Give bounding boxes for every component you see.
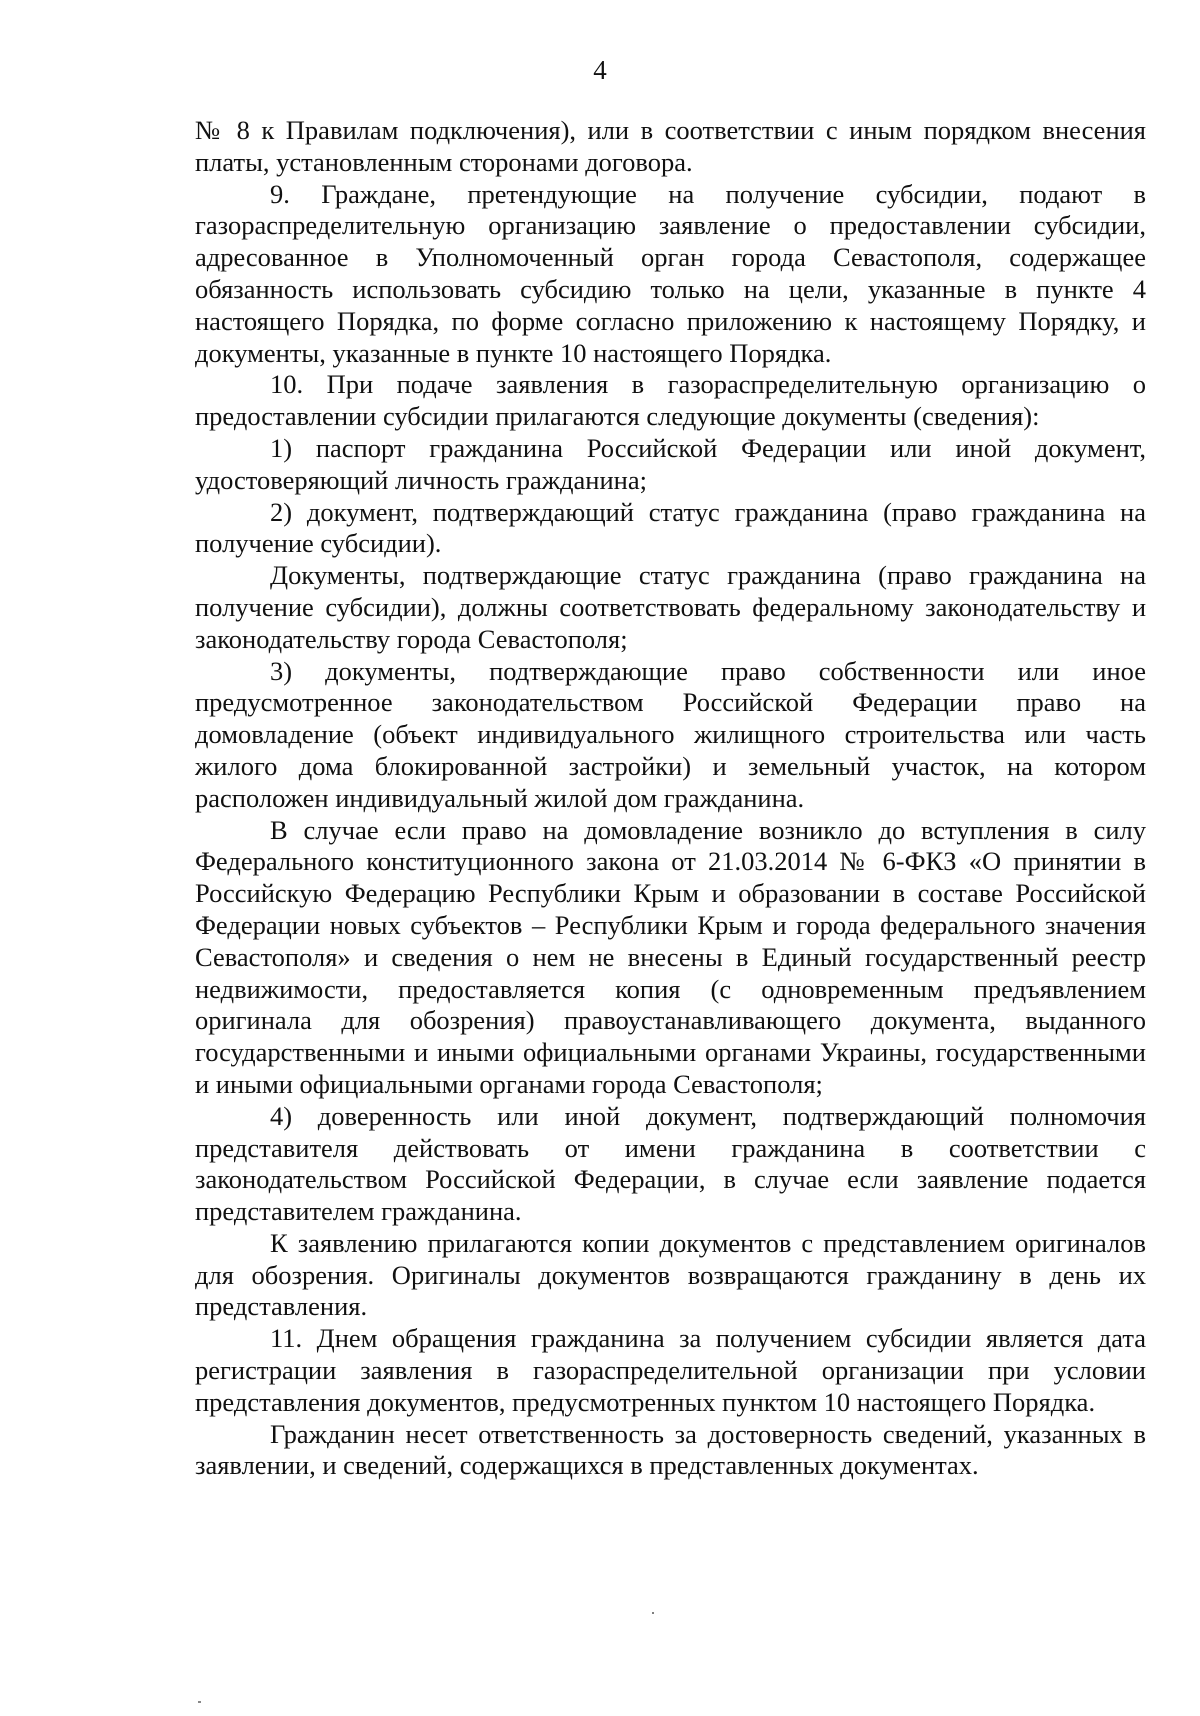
paragraph-status-documents: Документы, подтверждающие статус гражданина (право гражданина на получение субсидии), должны соответствовать федеральному законодательству и законодательству города Севастополя;	[195, 560, 1146, 654]
paragraph-subitem-2: 2) документ, подтверждающий статус гражданина (право гражданина на получение субсидии).	[195, 496, 1146, 559]
page-number: 4	[593, 55, 607, 85]
paragraph-ownership-case: В случае если право на домовладение возникло до вступления в силу Федерального конституционного закона от 21.03.2014 № 6-ФКЗ «О принятии в Российскую Федерацию Республики Крым и образовании в составе Российской Федерации новых субъектов – Республики Крым и города федерального значения Севастополя» и сведения о нем не внесены в Единый государственный реестр недвижимости, предоставляется копия (с одновременным предъявлением оригинала для обозрения) правоустанавливающего документа, выданного государственными и иными официальными органами Украины, государственными и иными официальными органами города Севастополя;	[195, 814, 1146, 1099]
paragraph-item-11: 11. Днем обращения гражданина за получением субсидии является дата регистрации заявления в газораспределительной организации при условии представления документов, предусмотренных пунктом 10 настоящего Порядка.	[195, 1323, 1146, 1417]
paragraph-subitem-3: 3) документы, подтверждающие право собственности или иное предусмотренное законодательством Российской Федерации право на домовладение (объект индивидуального жилищного строительства или часть жилого дома блокированной застройки) и земельный участок, на котором расположен индивидуальный жилой дом гражданина.	[195, 655, 1146, 813]
paragraph-responsibility: Гражданин несет ответственность за достоверность сведений, указанных в заявлении, и сведений, содержащихся в представленных документах.	[195, 1418, 1146, 1481]
scan-edge-mark	[198, 1701, 201, 1703]
scan-speck	[652, 1612, 654, 1614]
document-body	[195, 115, 1146, 1482]
paragraph-subitem-1: 1) паспорт гражданина Российской Федерации или иной документ, удостоверяющий личность гражданина;	[195, 432, 1146, 495]
paragraph-item-9: 9. Граждане, претендующие на получение субсидии, подают в газораспределительную организацию заявление о предоставлении субсидии, адресованное в Уполномоченный орган города Севастополя, содержащее обязанность использовать субсидию только на цели, указанные в пункте 4 настоящего Порядка, по форме согласно приложению к настоящему Порядку, и документы, указанные в пункте 10 настоящего Порядка.	[195, 178, 1146, 368]
paragraph-continuation: № 8 к Правилам подключения), или в соответствии с иным порядком внесения платы, установленным сторонами договора.	[195, 115, 1146, 177]
paragraph-item-10: 10. При подаче заявления в газораспределительную организацию о предоставлении субсидии прилагаются следующие документы (сведения):	[195, 369, 1146, 432]
paragraph-subitem-4: 4) доверенность или иной документ, подтверждающий полномочия представителя действовать от имени гражданина в соответствии с законодательством Российской Федерации, в случае если заявление подается представителем гражданина.	[195, 1100, 1146, 1227]
paragraph-copies: К заявлению прилагаются копии документов с представлением оригиналов для обозрения. Оригиналы документов возвращаются гражданину в день их представления.	[195, 1227, 1146, 1322]
